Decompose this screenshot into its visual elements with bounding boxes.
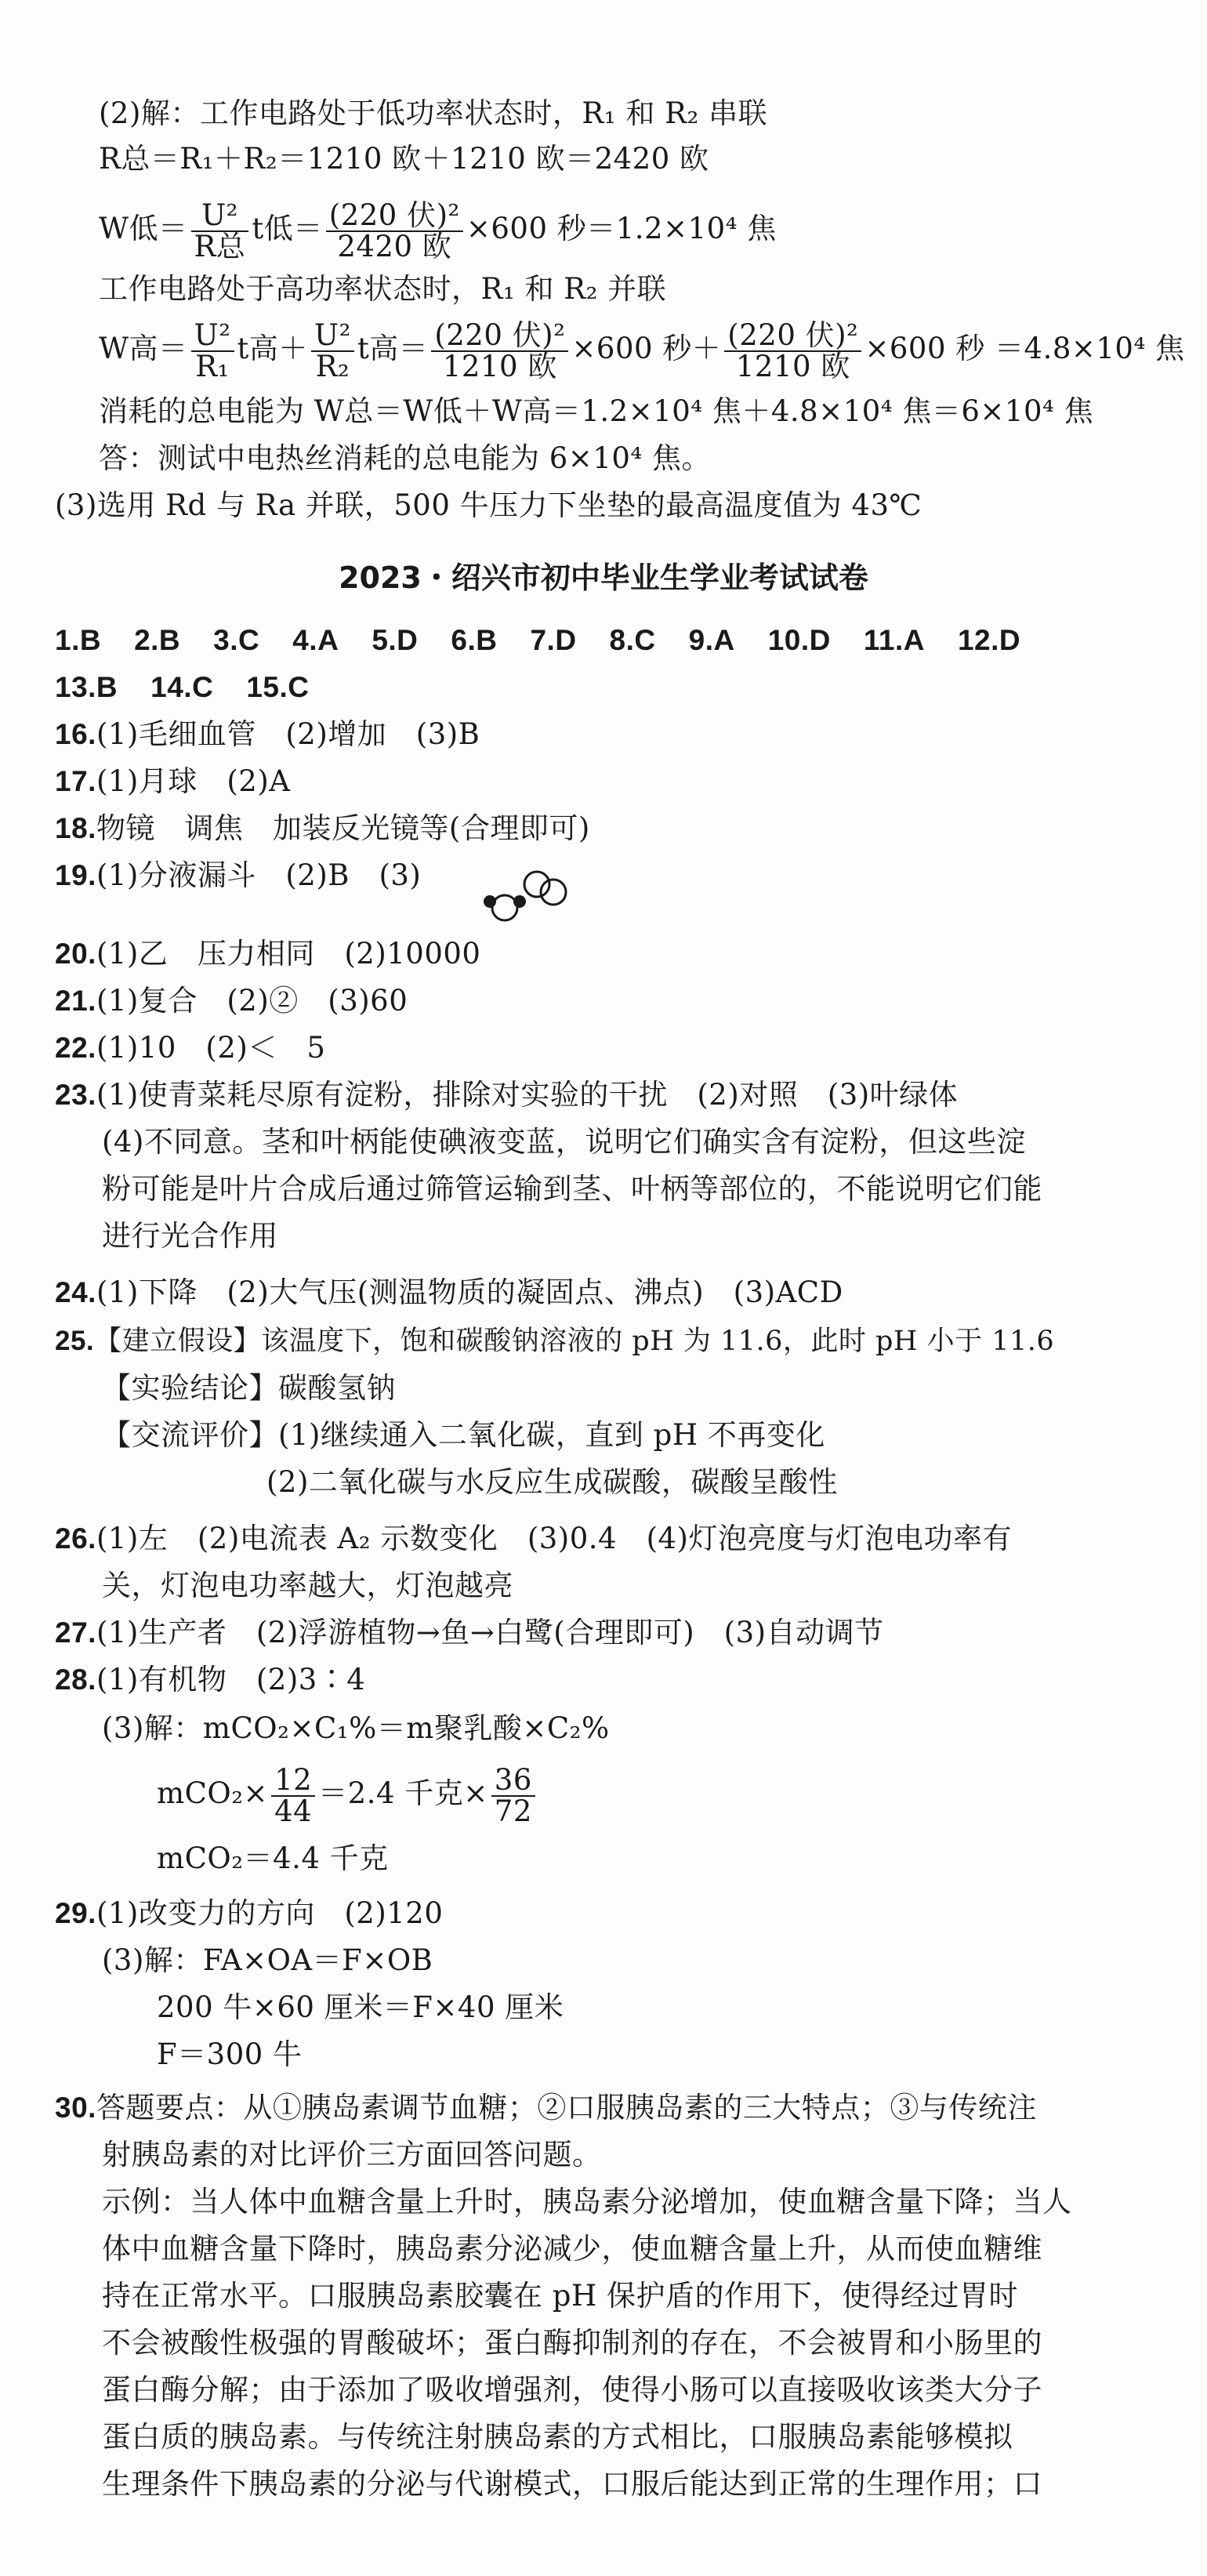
mcq-row-2 [55,668,342,707]
mcq-answer: 11.A [863,624,925,656]
answer-17: 17.(1)月球 (2)A [55,764,291,798]
page-title: 2023・绍兴市初中毕业生学业考试试卷 [339,561,868,595]
mcq-answer: 12.D [957,624,1021,656]
answer-26-line-2: 关，灯泡电功率越大，灯泡越亮 [102,1569,513,1602]
arrow-icon: → [469,1616,495,1649]
mcq-answer: 8.C [609,624,656,656]
prev-line-6: 消耗的总电能为 W总＝W低＋W高＝1.2×10⁴ 焦＋4.8×10⁴ 焦＝6×10⁴ 焦 [99,394,1094,428]
answer-30-line-7: 蛋白酶分解；由于添加了吸收增强剂，使得小肠可以直接吸收该类大分子 [102,2373,1042,2407]
answer-21: 21.(1)复合 (2)② (3)60 [55,984,408,1018]
answer-30-line-6: 不会被酸性极强的胃酸破坏；蛋白酶抑制剂的存在，不会被胃和小肠里的 [102,2326,1042,2360]
answer-28-line-1: 28.(1)有机物 (2)3∶4 [55,1663,366,1696]
answer-22: 22.(1)10 (2)＜ 5 [55,1031,326,1065]
answer-30-line-9: 生理条件下胰岛素的分泌与代谢模式，口服后能达到正常的生理作用；口 [102,2467,1042,2501]
answer-28-line-3: mCO₂× $\frac{12}{44}$ ＝2.4 千克× $\frac{36}{72}$ [157,1762,538,1827]
mcq-row-1 [55,621,1020,660]
mcq-answer: 2.B [134,624,181,656]
answer-30-line-3: 示例：当人体中血糖含量上升时，胰岛素分泌增加，使血糖含量下降；当人 [102,2185,1072,2219]
answer-27: 27.(1)生产者 (2)浮游植物→鱼→白鹭(合理即可) (3)自动调节 [55,1616,884,1649]
answer-23-line-1: 23.(1)使青菜耗尽原有淀粉，排除对实验的干扰 (2)对照 (3)叶绿体 [55,1078,959,1112]
answer-29-line-4: F＝300 牛 [157,2037,303,2071]
prev-line-3: W低＝ $\frac{\text{U²}}{\text{R总}}$ t低＝ $\frac{\text{(220 伏)²}}{\text{2420 欧}}$ ×600 秒＝1.2×10⁴ 焦 [99,198,777,263]
answer-24: 24.(1)下降 (2)大气压(测温物质的凝固点、沸点) (3)ACD [55,1275,843,1309]
mcq-answer: 4.A [292,624,339,656]
answer-25-line-1: 25.【建立假设】该温度下，饱和碳酸钠溶液的 pH 为 11.6，此时 pH 小于 11.6 [55,1326,1055,1357]
answer-30-line-2: 射胰岛素的对比评价三方面回答问题。 [102,2138,602,2171]
answer-29-line-1: 29.(1)改变力的方向 (2)120 [55,1896,444,1930]
answer-20: 20.(1)乙 压力相同 (2)10000 [55,937,481,971]
arrow-icon: → [415,1616,441,1649]
answer-25-line-3: 【交流评价】(1)继续通入二氧化碳，直到 pH 不再变化 [102,1418,825,1452]
molecule-diagram [474,861,576,925]
answer-28-line-2: (3)解：mCO₂×C₁%＝m聚乳酸×C₂% [102,1711,610,1745]
mcq-answer: 14.C [150,671,214,703]
mcq-answer: 5.D [372,624,419,656]
answer-25-line-2: 【实验结论】碳酸氢钠 [102,1371,396,1405]
prev-line-8: (3)选用 Rd 与 Ra 并联，500 牛压力下坐垫的最高温度值为 43℃ [55,488,922,522]
answer-19: 19.(1)分液漏斗 (2)B (3) [55,858,422,892]
answer-29-line-3: 200 牛×60 厘米＝F×40 厘米 [157,1990,564,2024]
answer-18: 18.物镜 调焦 加装反光镜等(合理即可) [55,811,590,845]
mcq-answer: 7.D [530,624,577,656]
answer-25-line-4: (2)二氧化碳与水反应生成碳酸，碳酸呈酸性 [266,1465,838,1499]
answer-23-line-4: 进行光合作用 [102,1219,278,1253]
mcq-answer: 3.C [213,624,260,656]
prev-line-5: W高＝ $\frac{\text{U²}}{\text{R₁}}$ t高＋ $\frac{\text{U²}}{\text{R₂}}$ t高＝ $\frac{\text{(220 伏)²}}{\text{1210 欧}}$ ×600 秒＋ $\frac{\text{(220 伏)²}}{\text{1210 欧}}$ ×600 秒 ＝4.8×10⁴ 焦 [99,317,1185,383]
answer-30-line-8: 蛋白质的胰岛素。与传统注射胰岛素的方式相比，口服胰岛素能够模拟 [102,2420,1013,2454]
answer-16: 16.(1)毛细血管 (2)增加 (3)B [55,717,480,751]
answer-26-line-1: 26.(1)左 (2)电流表 A₂ 示数变化 (3)0.4 (4)灯泡亮度与灯泡电功率有 [55,1522,1012,1555]
answer-30-line-1: 30.答题要点：从①胰岛素调节血糖；②口服胰岛素的三大特点；③与传统注 [55,2091,1037,2124]
answer-23-line-2: (4)不同意。茎和叶柄能使碘液变蓝，说明它们确实含有淀粉，但这些淀 [102,1125,1026,1159]
mcq-answer: 15.C [246,671,310,703]
mcq-answer: 9.A [688,624,735,656]
prev-line-4: 工作电路处于高功率状态时，R₁ 和 R₂ 并联 [99,272,667,306]
prev-line-2: R总＝R₁＋R₂＝1210 欧＋1210 欧＝2420 欧 [99,142,709,176]
mcq-answer: 10.D [767,624,831,656]
answer-28-line-4: mCO₂＝4.4 千克 [157,1841,389,1875]
answer-30-line-5: 持在正常水平。口服胰岛素胶囊在 pH 保护盾的作用下，使得经过胃时 [102,2279,1018,2313]
answer-29-line-2: (3)解：FA×OA＝F×OB [102,1943,433,1977]
mcq-answer: 6.B [451,624,498,656]
answer-23-line-3: 粉可能是叶片合成后通过筛管运输到茎、叶柄等部位的，不能说明它们能 [102,1172,1042,1206]
mcq-answer: 13.B [55,671,118,703]
answer-30-line-4: 体中血糖含量下降时，胰岛素分泌减少，使血糖含量上升，从而使血糖维 [102,2232,1042,2266]
mcq-answer: 1.B [55,624,102,656]
prev-line-7: 答：测试中电热丝消耗的总电能为 6×10⁴ 焦。 [99,441,711,475]
prev-line-1: (2)解：工作电路处于低功率状态时，R₁ 和 R₂ 串联 [99,96,768,130]
